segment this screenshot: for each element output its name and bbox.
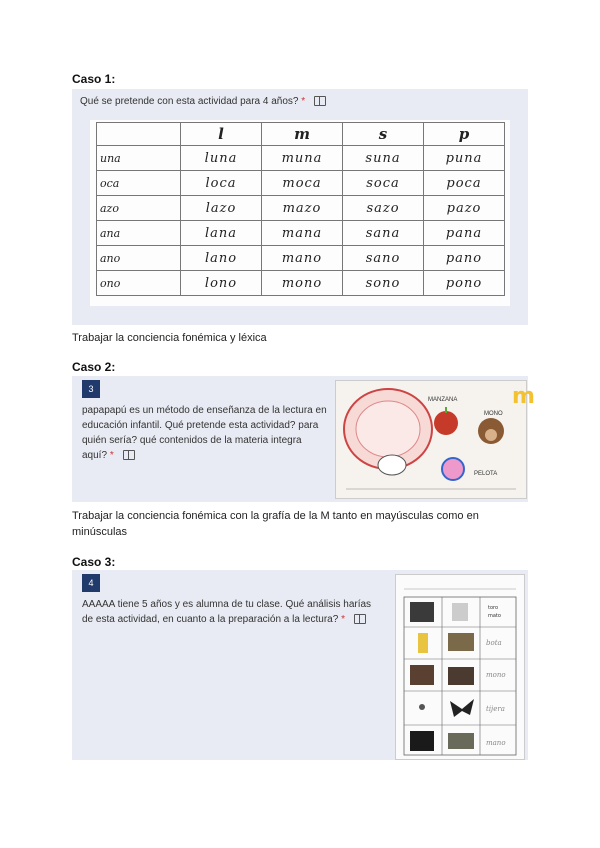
handwritten-cell: puna — [424, 146, 505, 171]
handwritten-cell: pazo — [424, 196, 505, 221]
required-mark: * — [301, 96, 306, 107]
label-pelota: PELOTA — [474, 471, 498, 477]
case1-worksheet-image — [90, 120, 510, 306]
handwritten-cell: sano — [343, 246, 424, 271]
bull-picture — [410, 602, 434, 622]
letter-m-icon: m — [512, 384, 535, 409]
label-mono: MONO — [484, 411, 503, 417]
handwritten-cell: mazo — [262, 196, 343, 221]
case3-question — [82, 597, 382, 627]
case2-question — [82, 403, 327, 463]
label-manzana: MANZANA — [428, 397, 458, 403]
handwritten-cell: pono — [424, 271, 505, 296]
turtle-shell-inner — [356, 401, 420, 457]
handwritten-cell: pana — [424, 221, 505, 246]
book-icon[interactable] — [123, 450, 135, 460]
row-word: ana — [97, 221, 181, 246]
letter-header: p — [424, 123, 505, 146]
handwritten-cell: poca — [424, 171, 505, 196]
handwritten-cell: lano — [181, 246, 262, 271]
handwritten-cell: lono — [181, 271, 262, 296]
butterfly-picture — [450, 699, 474, 717]
letter-header: s — [343, 123, 424, 146]
animal-picture — [448, 733, 474, 749]
case3-worksheet-image — [395, 574, 525, 760]
book-icon[interactable] — [314, 96, 326, 106]
required-mark: * — [109, 450, 114, 461]
question-number-badge: 3 — [82, 380, 100, 398]
dot-picture — [419, 704, 425, 710]
header-empty — [97, 123, 181, 146]
hand-picture — [410, 731, 434, 751]
row-word: ono — [97, 271, 181, 296]
case1-answer: Trabajar la conciencia fonémica y léxica — [72, 332, 267, 344]
row-word: una — [97, 146, 181, 171]
handwritten-cell: sazo — [343, 196, 424, 221]
case1-title: Caso 1: — [72, 72, 116, 86]
case2-title: Caso 2: — [72, 360, 116, 374]
handwritten-cell: mono — [262, 271, 343, 296]
handwritten-cell: loca — [181, 171, 262, 196]
letter-header: m — [262, 123, 343, 146]
row-word: oca — [97, 171, 181, 196]
svg-text:mato: mato — [488, 613, 501, 619]
handwritten-cell: moca — [262, 171, 343, 196]
handwritten-cell: luna — [181, 146, 262, 171]
case3-title: Caso 3: — [72, 555, 116, 569]
handwritten-cell: lana — [181, 221, 262, 246]
case2-question-text: papapapú es un método de enseñanza de la lectura en educación infantil. Qué pretende esta actividad? para quién sería? qué contenidos de la materia integra aquí? — [82, 405, 327, 461]
ball-icon — [442, 458, 464, 480]
svg-text:toro: toro — [488, 605, 499, 611]
case3-question-text: AAAAA tiene 5 años y es alumna de tu clase. Qué análisis harías de esta actividad, en cuanto a la preparación a la lectura? — [82, 599, 372, 625]
svg-text:bota: bota — [486, 639, 502, 647]
bin-picture — [452, 603, 468, 621]
turtle-head — [378, 455, 406, 475]
row-word: ano — [97, 246, 181, 271]
worksheet-grid — [396, 575, 524, 759]
book-icon[interactable] — [354, 614, 366, 624]
monkey-picture — [410, 665, 434, 685]
case2-answer: Trabajar la conciencia fonémica con la grafía de la M tanto en mayúsculas como en minúsculas — [72, 510, 479, 538]
svg-text:mono: mono — [486, 671, 506, 679]
handwritten-cell: suna — [343, 146, 424, 171]
apple-icon — [434, 411, 458, 435]
handwritten-cell: lazo — [181, 196, 262, 221]
handwritten-cell: sono — [343, 271, 424, 296]
question-number-badge: 4 — [82, 574, 100, 592]
handwritten-cell: pano — [424, 246, 505, 271]
case1-question — [80, 94, 326, 109]
worksheet-table — [96, 122, 505, 296]
svg-text:tijera: tijera — [486, 705, 505, 713]
handwritten-cell: soca — [343, 171, 424, 196]
handwritten-cell: muna — [262, 146, 343, 171]
row-word: azo — [97, 196, 181, 221]
handwritten-cell: mano — [262, 246, 343, 271]
buffalo-picture — [448, 667, 474, 685]
letter-header: l — [181, 123, 262, 146]
animal-picture — [448, 633, 474, 651]
case2-activity-image — [335, 380, 535, 499]
svg-text:mano: mano — [486, 739, 506, 747]
bottle-picture — [418, 633, 428, 653]
case1-question-text: Qué se pretende con esta actividad para 4 años? — [80, 96, 299, 107]
handwritten-cell: mana — [262, 221, 343, 246]
required-mark: * — [341, 614, 345, 625]
handwritten-cell: sana — [343, 221, 424, 246]
